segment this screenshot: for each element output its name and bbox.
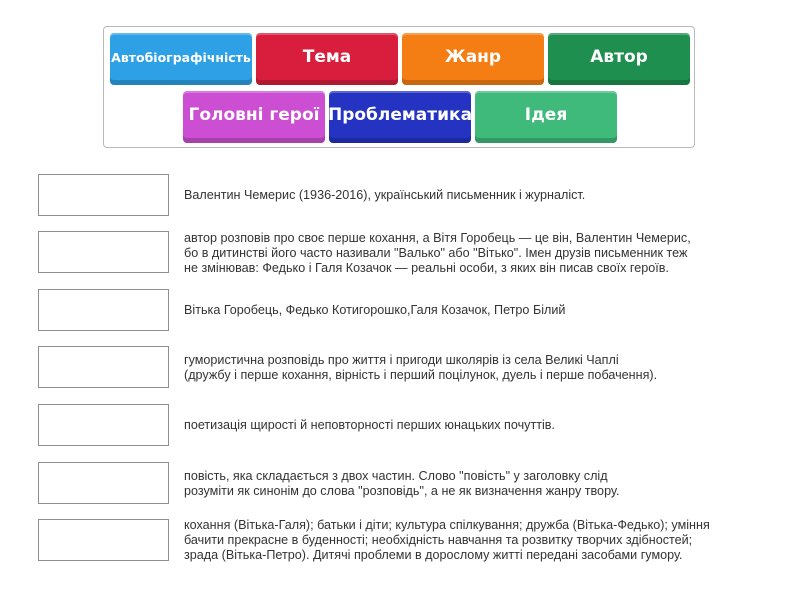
drop-slot-7[interactable] [38, 519, 169, 561]
tile-problematics[interactable]: Проблематика [329, 91, 471, 143]
tile-author[interactable]: Автор [548, 33, 690, 85]
row-description-1: Валентин Чемерис (1936-2016), український письменник і журналіст. [184, 188, 586, 202]
drop-slot-1[interactable] [38, 174, 169, 216]
drop-slot-5[interactable] [38, 404, 169, 446]
row-description-2: автор розповів про своє перше кохання, а Вітя Горобець — це він, Валентин Чемерис, бо в дитинстві його часто називали "Валько" або "Вітько". Імен друзів письменник теж не змінював: Федько і Галя Козачок — реальні особи, з яких він писав своїх героїв. [184, 231, 691, 275]
drop-slot-6[interactable] [38, 462, 169, 504]
tile-idea[interactable]: Ідея [475, 91, 617, 143]
tile-autobiography[interactable]: Автобіографічність [110, 33, 252, 85]
row-description-5: поетизація щирості й неповторності перших юнацьких почуттів. [184, 418, 555, 432]
drop-slot-3[interactable] [38, 289, 169, 331]
row-description-7: кохання (Вітька-Галя); батьки і діти; культура спілкування; дружба (Вітька-Федько); уміння бачити прекрасне в буденності; необхідність навчання та розвитку творчих здібностей; зрада (Вітька-Петро). Дитячі проблеми в дорослому житті передані засобами гумору. [184, 518, 710, 562]
row-description-3: Вітька Горобець, Федько Котигорошко,Галя Козачок, Петро Білий [184, 303, 566, 317]
row-description-6: повість, яка складається з двох частин. Слово "повість" у заголовку слід розуміти як синонім до слова "розповідь", а не як визначення жанру твору. [184, 469, 620, 498]
tile-main-characters[interactable]: Головні герої [183, 91, 325, 143]
drop-slot-4[interactable] [38, 346, 169, 388]
tile-genre[interactable]: Жанр [402, 33, 544, 85]
drop-slot-2[interactable] [38, 231, 169, 273]
row-description-4: гумористична розповідь про життя і пригоди школярів із села Великі Чаплі (дружбу і перше кохання, вірність і перший поцілунок, дуель і перше побачення). [184, 353, 658, 382]
tile-theme[interactable]: Тема [256, 33, 398, 85]
